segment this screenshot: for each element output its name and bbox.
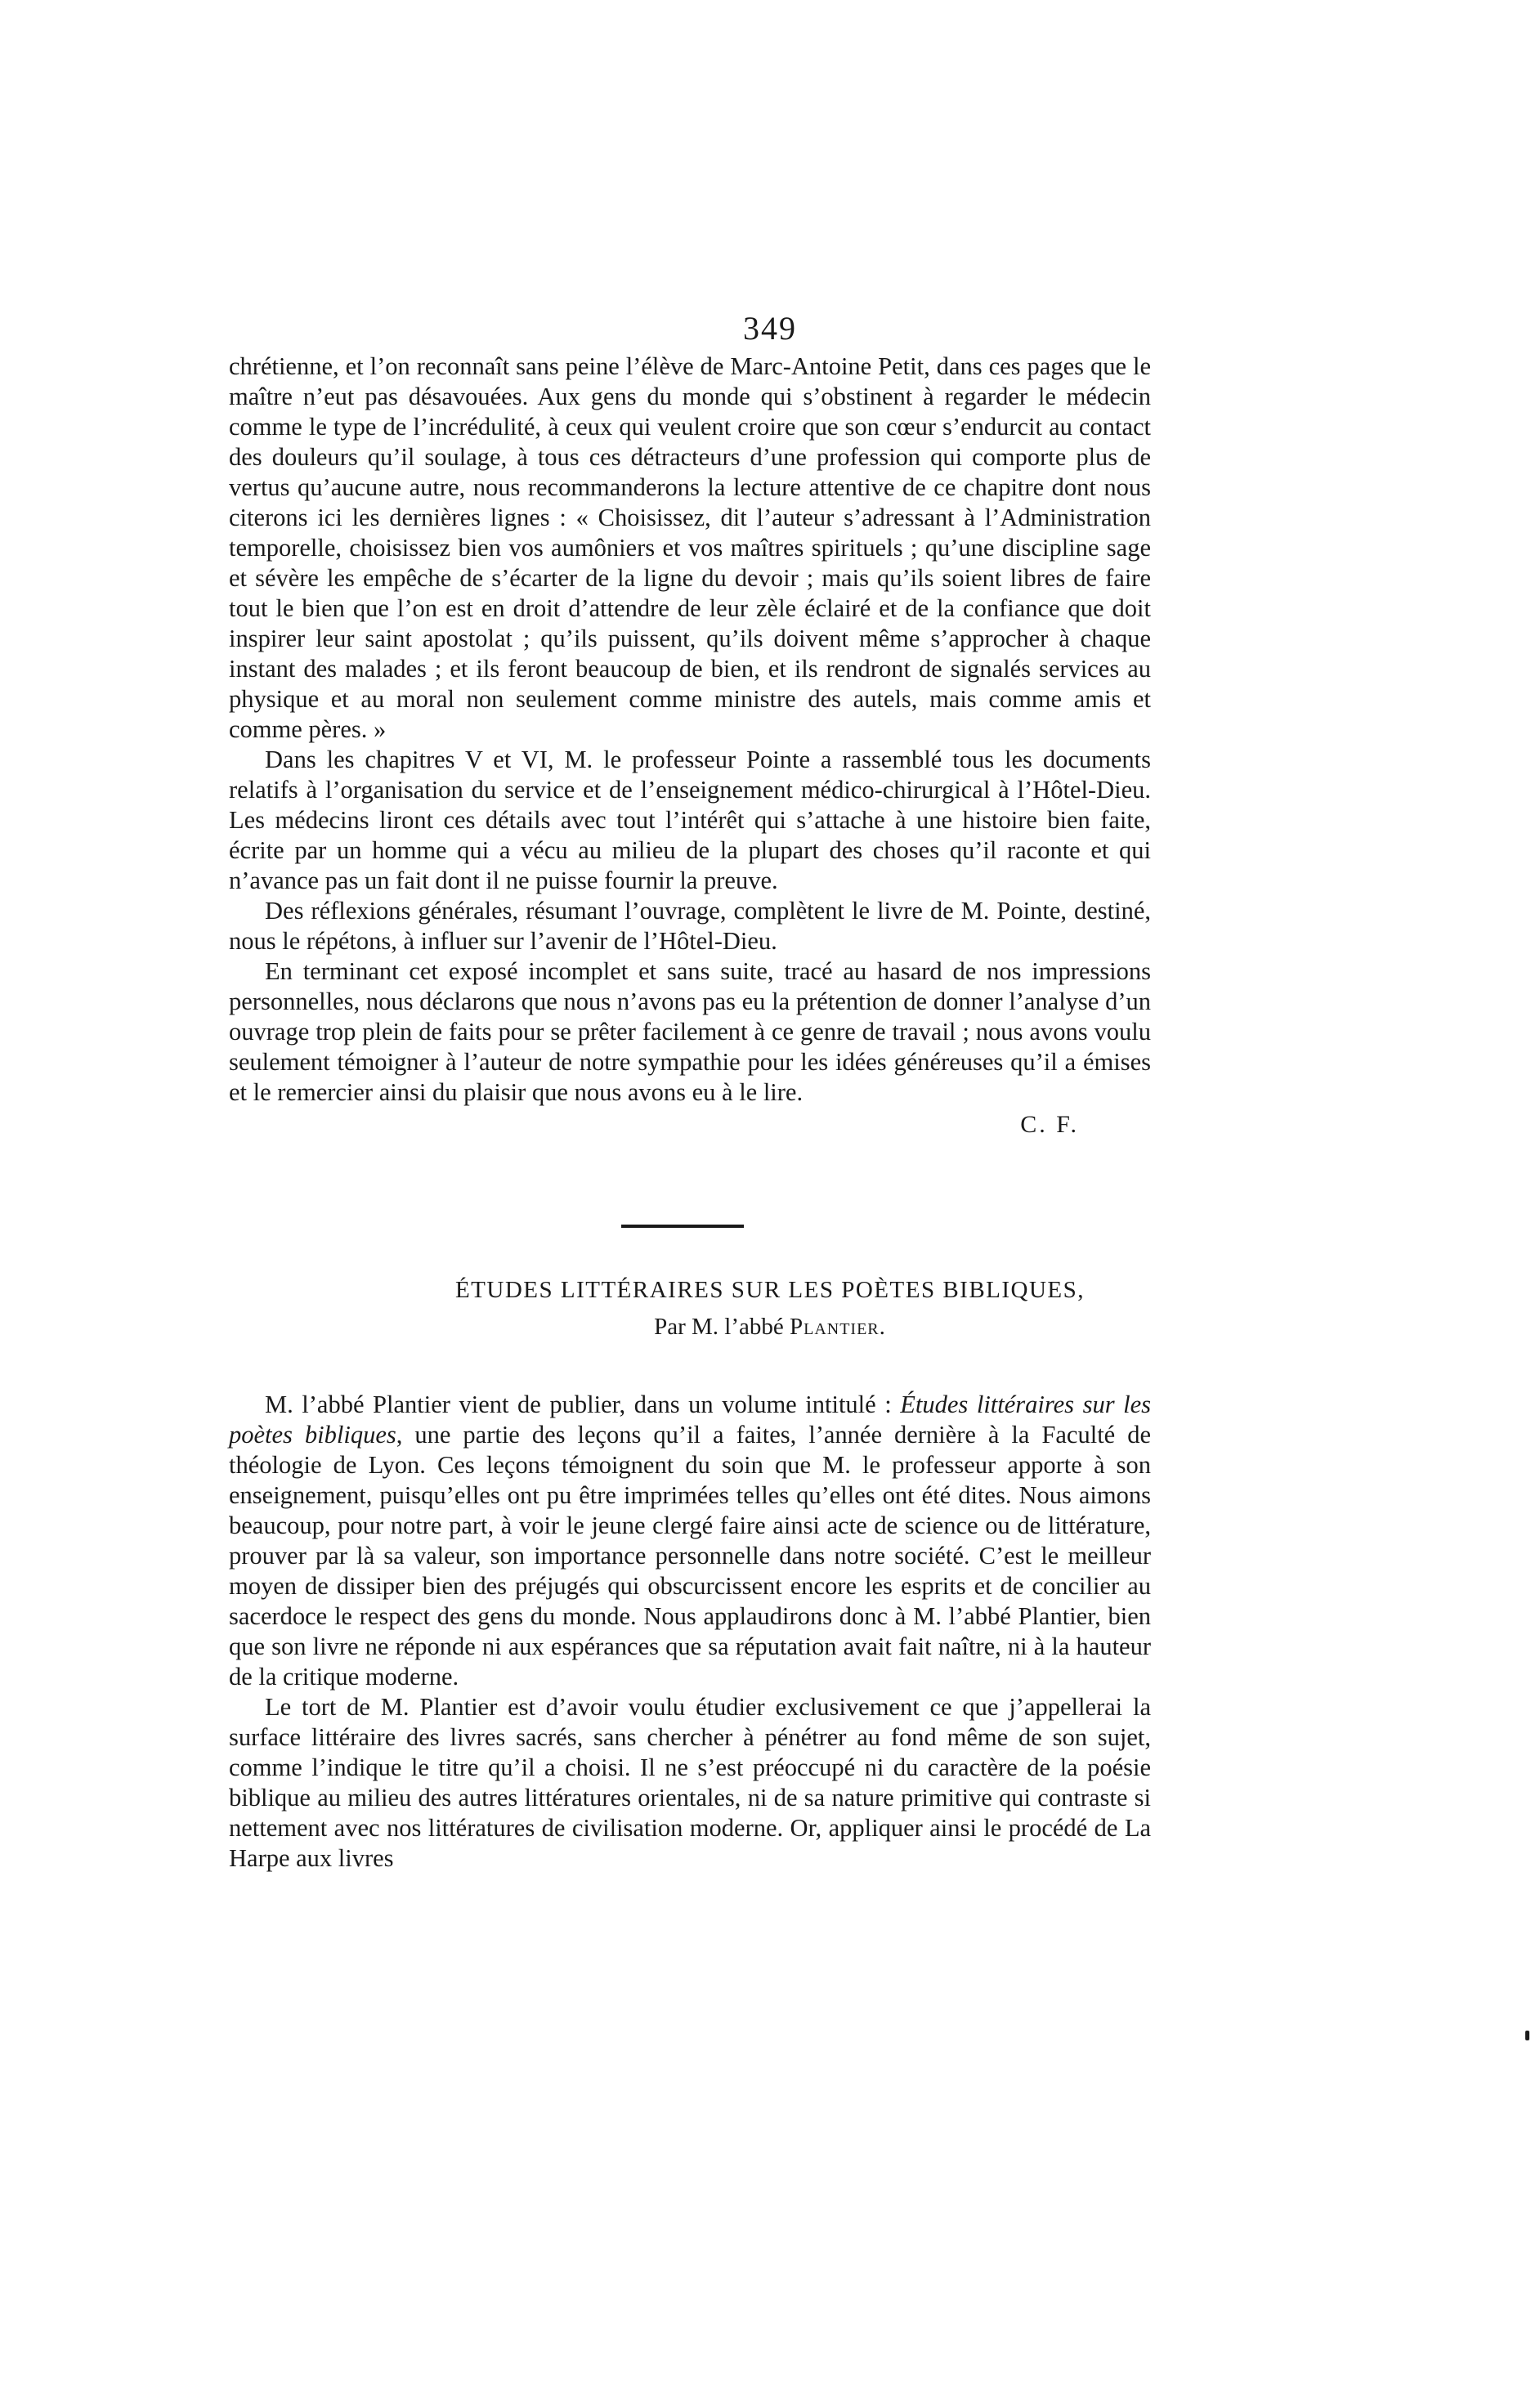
author-signature: C. F. xyxy=(1020,1111,1079,1138)
review-conclusion-text xyxy=(229,352,1151,1140)
author-name: Plantier. xyxy=(789,1314,886,1340)
book-title: Études littéraires sur les poètes bibliques xyxy=(229,1391,1151,1449)
paragraph: chrétienne, et l’on reconnaît sans peine l’élève de Marc-Antoine Petit, dans ces pages que le maître n’eut pas désavouées. Aux gens du monde qui s’obstinent à regarder le médecin comme le type de l’incrédulité, à ceux qui veulent croire que son cœur s’endurcit au contact des douleurs qu’il soulage, à tous ces détracteurs d’une profession qui comporte plus de vertus qu’aucune autre, nous recommanderons la lecture attentive de ce chapitre dont nous citerons ici les dernières lignes : « Choisissez, dit l’auteur s’adressant à l’Administration temporelle, choisissez bien vos aumôniers et vos maîtres spirituels ; qu’une discipline sage et sévère les empêche de s’écarter de la ligne du devoir ; mais qu’ils soient libres de faire tout le bien que l’on est en droit d’attendre de leur zèle éclairé et de la confiance que doit inspirer leur saint apostolat ; qu’ils puissent, qu’ils doivent même s’approcher à chaque instant des malades ; et ils feront beaucoup de bien, et ils rendront de signalés services au physique et au moral non seulement comme ministre des autels, mais comme amis et comme pères. » xyxy=(229,352,1151,743)
article-title: ÉTUDES LITTÉRAIRES SUR LES POÈTES BIBLIQUES, xyxy=(454,1277,1086,1303)
paragraph-text: , une partie des leçons qu’il a faites, l’année dernière à la Faculté de théologie de Lyon. Ces leçons témoignent du soin que M. le professeur apporte à son enseignement, puisqu’elles ont pu être imprimées telles qu’elles ont été dites. Nous aimons beaucoup, pour notre part, à voir le jeune clergé faire ainsi acte de science ou de littérature, prouver par là sa valeur, son importance personnelle dans notre société. C’est le meilleur moyen de dissiper bien des préjugés qui obscurcissent encore les esprits et de concilier au sacerdoce le respect des gens du monde. Nous applaudirons donc à M. l’abbé Plantier, bien que son livre ne réponde ni aux espérances que sa réputation avait fait naître, ni à la hauteur de la critique moderne. xyxy=(229,1421,1151,1691)
paragraph: Dans les chapitres V et VI, M. le professeur Pointe a rassemblé tous les documents relatifs à l’organisation du service et de l’enseignement médico-chirurgical à l’Hôtel-Dieu. Les médecins liront ces détails avec tout l’intérêt qui s’attache à une histoire bien faite, écrite par un homme qui a vécu au milieu de la plupart des choses qu’il raconte et qui n’avance pas un fait dont il ne puisse fournir la preuve. xyxy=(229,746,1151,894)
author-prefix: Par M. l’abbé xyxy=(654,1314,784,1340)
paragraph xyxy=(229,1390,1151,1692)
article-body xyxy=(229,1390,1151,1874)
scan-speck xyxy=(1525,2031,1529,2040)
paragraph: Le tort de M. Plantier est d’avoir voulu étudier exclusivement ce que j’appellerai la surface littéraire des livres sacrés, sans chercher à pénétrer au fond même de son sujet, comme l’indique le titre qu’il a choisi. Il ne s’est préoccupé ni du caractère de la poésie biblique au milieu des autres littératures orientales, ni de sa nature primitive qui contraste si nettement avec nos littératures de civilisation moderne. Or, appliquer ainsi le procédé de La Harpe aux livres xyxy=(229,1693,1151,1872)
paragraph: En terminant cet exposé incomplet et sans suite, tracé au hasard de nos impressions personnelles, nous déclarons que nous n’avons pas eu la prétention de donner l’analyse d’un ouvrage trop plein de faits pour se prêter facilement à ce genre de travail ; nous avons voulu seulement témoigner à l’auteur de notre sympathie pour les idées généreuses qu’il a émises et le remercier ainsi du plaisir que nous avons eu à le lire. xyxy=(229,957,1151,1106)
paragraph: Des réflexions générales, résumant l’ouvrage, complètent le livre de M. Pointe, destiné, nous le répétons, à influer sur l’avenir de l’Hôtel-Dieu. xyxy=(229,897,1151,955)
section-divider xyxy=(621,1225,744,1228)
page-number: 349 xyxy=(743,310,797,347)
paragraph-text: M. l’abbé Plantier vient de publier, dans un volume intitulé : xyxy=(265,1391,901,1418)
article-author xyxy=(0,1314,1540,1341)
